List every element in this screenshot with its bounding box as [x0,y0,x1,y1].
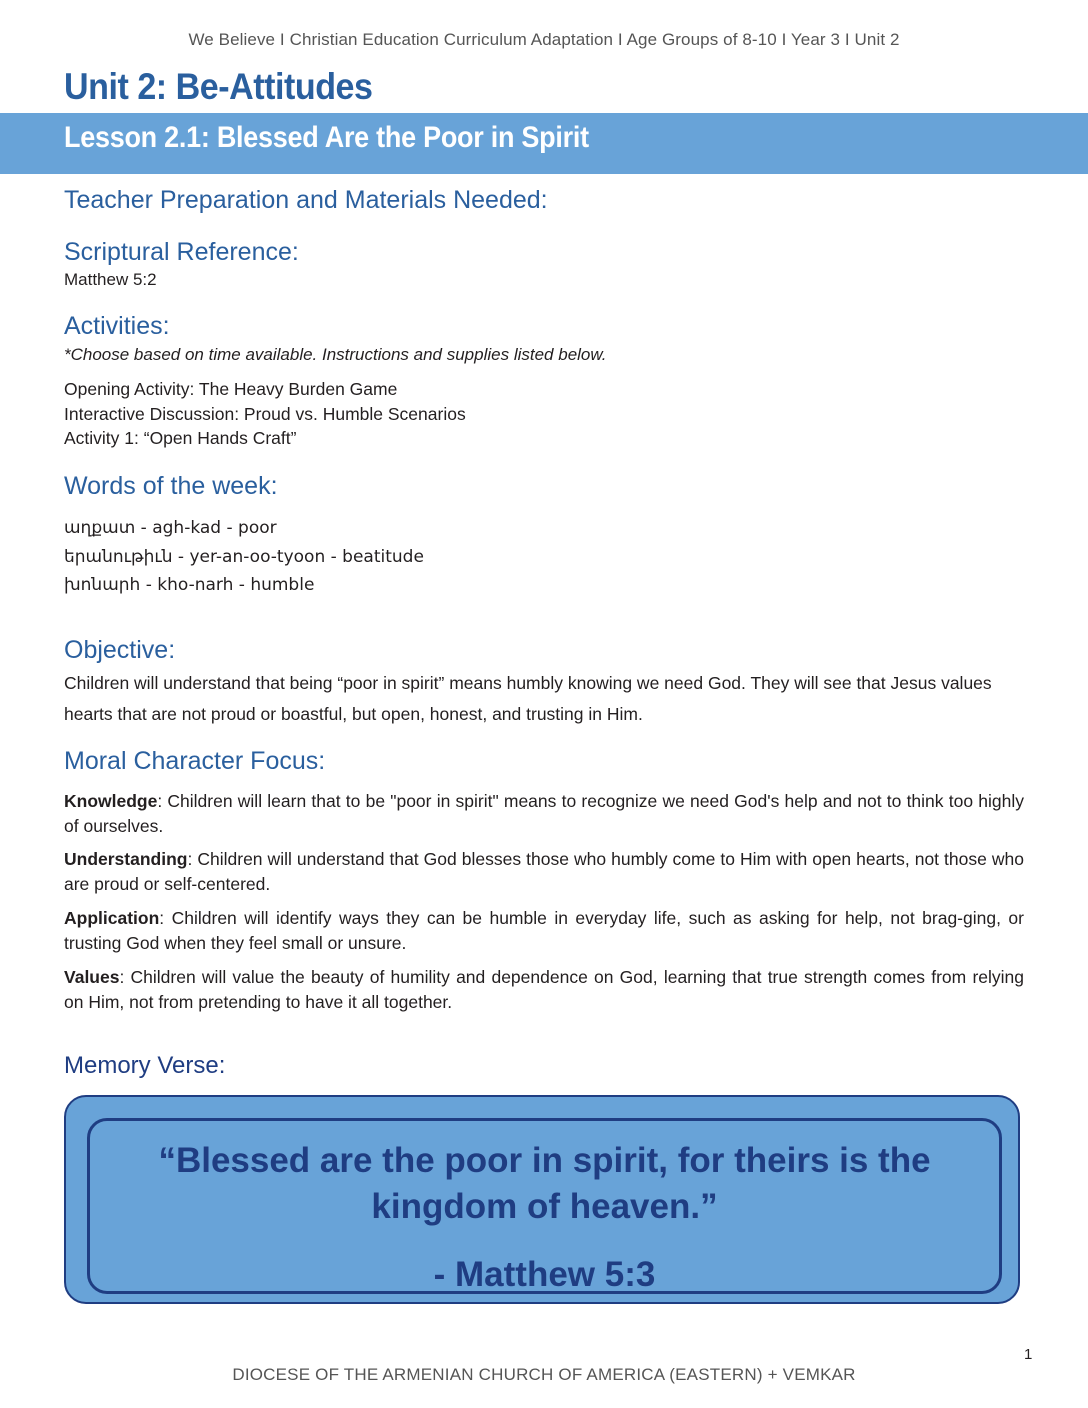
moral-text: : Children will value the beauty of humility and dependence on God, learning that true strength comes from relying on Him, not from pretending to have it all together. [64,967,1024,1012]
page-footer: DIOCESE OF THE ARMENIAN CHURCH OF AMERICA (EASTERN) + VEMKAR [232,1365,856,1384]
activity-item: Interactive Discussion: Proud vs. Humble Scenarios [64,403,466,424]
moral-item-knowledge [64,789,1024,839]
memory-verse-text: “Blessed are the poor in spirit, for theirs is the kingdom of heaven.” [158,1141,931,1226]
page-number: 1 [1024,1346,1033,1363]
activities-note: *Choose based on time available. Instructions and supplies listed below. [64,345,607,364]
moral-item-application [64,906,1024,956]
objective-text: Children will understand that being “poor in spirit” means humbly knowing we need God. They will see that Jesus values hearts that are not proud or boastful, but open, honest, and trusting in Him. [64,673,992,724]
word-item: աղքատ - agh-kad - poor [64,518,277,538]
moral-text: : Children will understand that God blesses those who humbly come to Him with open hearts, not those who are proud or self-centered. [64,849,1024,894]
activities-list [64,377,466,451]
word-item: խոնարհ - kho-narh - humble [64,575,315,595]
moral-label: Values [64,967,120,987]
memory-verse-heading: Memory Verse: [64,1052,226,1079]
moral-item-understanding [64,847,1024,897]
moral-label: Understanding [64,849,188,869]
unit-title: Unit 2: Be-Attitudes [64,66,373,107]
activity-item: Activity 1: “Open Hands Craft” [64,428,297,448]
moral-text: : Children will learn that to be "poor in spirit" means to recognize we need God's help and not to think too highly of ourselves. [64,791,1024,836]
word-item: երանութիւն - yer-an-oo-tyoon - beatitude [64,546,424,567]
objective-heading: Objective: [64,636,176,664]
moral-label: Application [64,908,160,928]
lesson-title: Lesson 2.1: Blessed Are the Poor in Spirit [64,121,589,154]
words-heading: Words of the week: [64,472,278,500]
activities-heading: Activities: [64,312,170,340]
teacher-prep-heading: Teacher Preparation and Materials Needed: [64,186,548,214]
moral-label: Knowledge [64,791,158,811]
memory-verse-reference: - Matthew 5:3 [433,1255,656,1294]
moral-item-values [64,965,1024,1015]
scripture-heading: Scriptural Reference: [64,238,299,266]
moral-heading: Moral Character Focus: [64,747,326,775]
running-header: We Believe I Christian Education Curriculum Adaptation I Age Groups of 8-10 I Year 3 I Unit 2 [188,30,900,49]
scripture-reference: Matthew 5:2 [64,270,157,289]
moral-text: : Children will identify ways they can be humble in everyday life, such as asking for help, not brag-ging, or trusting God when they feel small or unsure. [64,908,1024,953]
activity-item: Opening Activity: The Heavy Burden Game [64,379,398,399]
words-list [64,514,424,600]
